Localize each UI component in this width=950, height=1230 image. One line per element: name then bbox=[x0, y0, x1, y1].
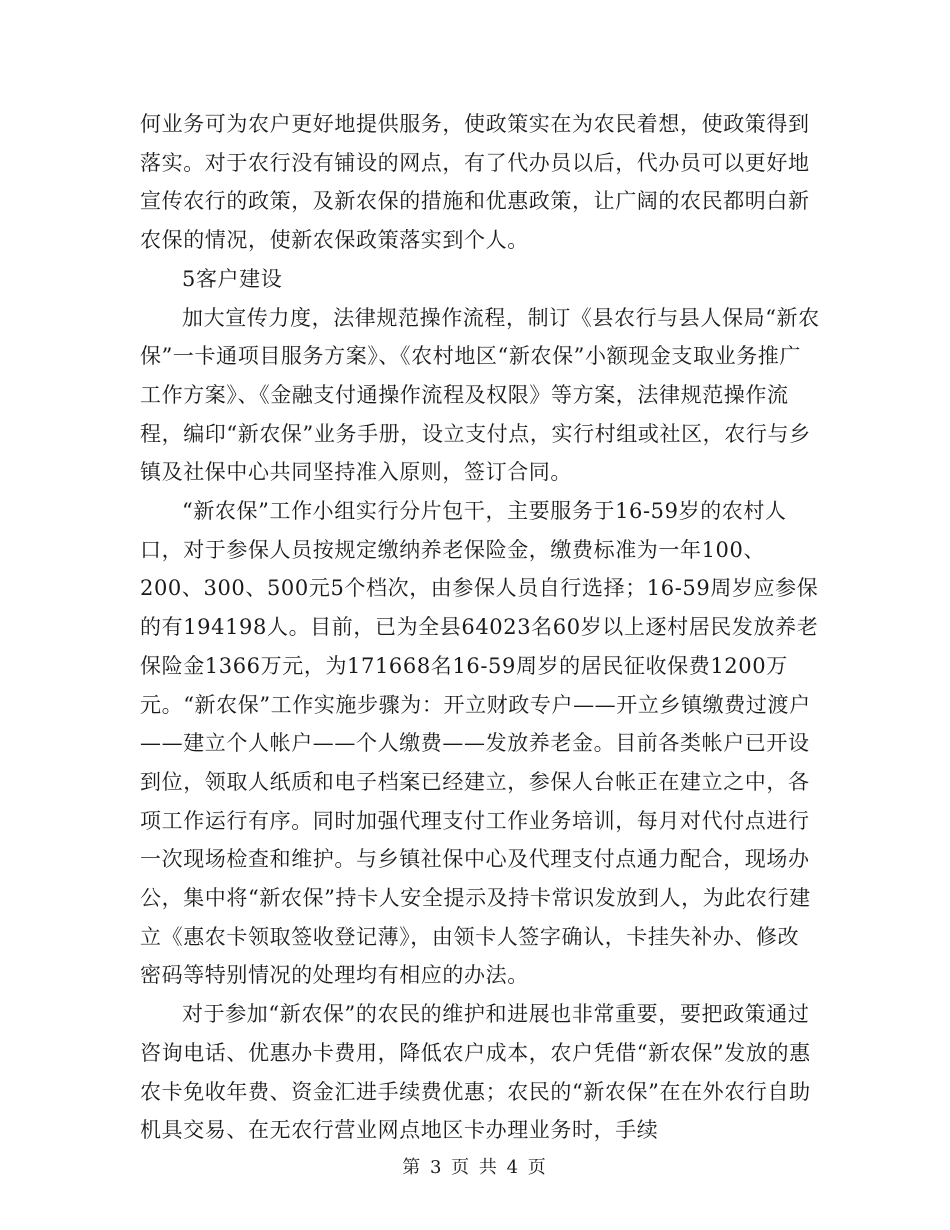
page-footer: 第 3 页 共 4 页 bbox=[402, 1157, 548, 1178]
body-text bbox=[140, 105, 820, 1150]
paragraph-publicity: 加大宣传力度，法律规范操作流程，制订《县农行与县人保局“新农保”一卡通项目服务方案》、《农村地区“新农保”小额现金支取业务推广工作方案》、《金融支付通操作流程及权限》等方案，法律规范操作流程，编印“新农保”业务手册，设立支付点，实行村组或社区，农行与乡镇及社保中心共同坚持准入原则，签订合同。 bbox=[140, 305, 820, 485]
paragraph-working-group: “新农保”工作小组实行分片包干，主要服务于16-59岁的农村人口，对于参保人员按规定缴纳养老保险金，缴费标准为一年100、200、300、500元5个档次，由参保人员自行选择；16-59周岁应参保的有194198人。目前，已为全县64023名60岁以上逐村居民发放养老保险金1366万元，为171668名16-59周岁的居民征收保费1200万元。“新农保”工作实施步骤为：开立财政专户——开立乡镇缴费过渡户——建立个人帐户——个人缴费——发放养老金。目前各类帐户已开设到位，领取人纸质和电子档案已经建立，参保人台帐正在建立之中，各项工作运行有序。同时加强代理支付工作业务培训，每月对代付点进行一次现场检查和维护。与乡镇社保中心及代理支付点通力配合，现场办公，集中将“新农保”持卡人安全提示及持卡常识发放到人，为此农行建立《惠农卡领取签收登记薄》，由领卡人签字确认，卡挂失补办、修改密码等特别情况的处理均有相应的办法。 bbox=[140, 499, 819, 988]
paragraph-maintenance: 对于参加“新农保”的农民的维护和进展也非常重要，要把政策通过咨询电话、优惠办卡费用，降低农户成本，农户凭借“新农保”发放的惠农卡免收年费、资金汇进手续费优惠；农民的“新农保”在在外农行自助机具交易、在无农行营业网点地区卡办理业务时，手续 bbox=[140, 1002, 811, 1143]
paragraph-continuation: 何业务可为农户更好地提供服务，使政策实在为农民着想，使政策得到落实。对于农行没有铺设的网点，有了代办员以后，代办员可以更好地宣传农行的政策，及新农保的措施和优惠政策，让广阔的农民都明白新农保的情况，使新农保政策落实到个人。 bbox=[140, 112, 810, 253]
section-heading-customer-building: 5客户建设 bbox=[182, 266, 283, 291]
